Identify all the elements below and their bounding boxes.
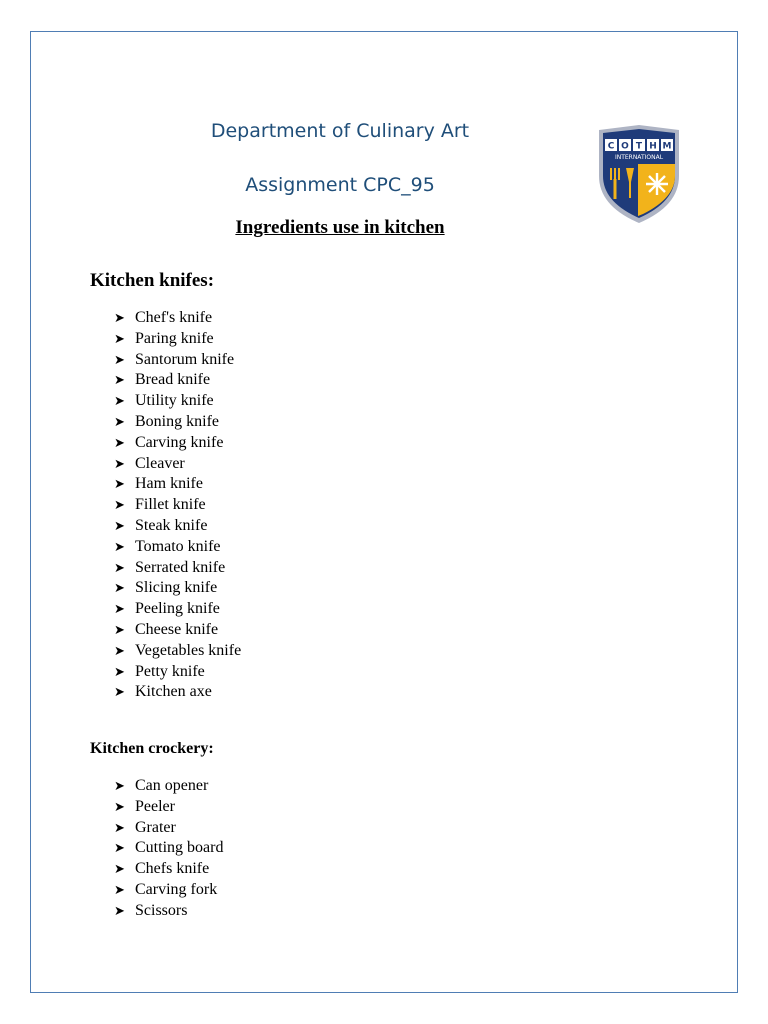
list-item: ➤ Cleaver	[114, 454, 241, 475]
list-item: ➤ Carving fork	[114, 880, 223, 901]
list-item: ➤ Cheese knife	[114, 620, 241, 641]
list-item: ➤ Ham knife	[114, 474, 241, 495]
arrowhead-bullet-icon: ➤	[114, 351, 125, 367]
list-item: ➤ Peeler	[114, 797, 223, 818]
list-item: ➤ Carving knife	[114, 433, 241, 454]
list-item: ➤ Santorum knife	[114, 350, 241, 371]
list-item: ➤ Steak knife	[114, 516, 241, 537]
arrowhead-bullet-icon: ➤	[114, 497, 125, 513]
list-item: ➤ Vegetables knife	[114, 641, 241, 662]
list-item: ➤ Kitchen axe	[114, 682, 241, 703]
arrowhead-bullet-icon: ➤	[114, 517, 125, 533]
list-item: ➤ Paring knife	[114, 329, 241, 350]
arrowhead-bullet-icon: ➤	[114, 840, 125, 856]
list-item: ➤ Petty knife	[114, 662, 241, 683]
arrowhead-bullet-icon: ➤	[114, 861, 125, 877]
arrowhead-bullet-icon: ➤	[114, 663, 125, 679]
kitchen-knifes-list	[114, 308, 241, 703]
arrowhead-bullet-icon: ➤	[114, 778, 125, 793]
list-item: ➤ Fillet knife	[114, 495, 241, 516]
arrowhead-bullet-icon: ➤	[114, 902, 125, 918]
list-item: ➤ Grater	[114, 818, 223, 839]
section-title-kitchen-knifes: Kitchen knifes:	[90, 270, 215, 291]
list-item: ➤ Chefs knife	[114, 859, 223, 880]
document-subtitle: Ingredients use in kitchen	[235, 217, 445, 238]
list-item: ➤ Cutting board	[114, 838, 223, 859]
assignment-title: Assignment CPC_95	[245, 174, 435, 196]
logo-letter: O	[621, 141, 629, 152]
arrowhead-bullet-icon: ➤	[114, 372, 125, 388]
list-item: ➤ Scissors	[114, 901, 223, 922]
arrowhead-bullet-icon: ➤	[114, 798, 125, 814]
arrowhead-bullet-icon: ➤	[114, 621, 125, 637]
section-title-kitchen-crockery: Kitchen crockery:	[90, 740, 214, 757]
cothm-logo	[596, 124, 682, 224]
arrowhead-bullet-icon: ➤	[114, 476, 125, 492]
department-title: Department of Culinary Art	[210, 120, 470, 142]
arrowhead-bullet-icon: ➤	[114, 434, 125, 450]
logo-letter: H	[649, 141, 657, 152]
kitchen-crockery-list	[114, 776, 223, 922]
list-item: ➤ Tomato knife	[114, 537, 241, 558]
arrowhead-bullet-icon: ➤	[114, 455, 125, 471]
logo-letter: M	[662, 141, 672, 152]
list-item: ➤ Can opener	[114, 776, 223, 797]
arrowhead-bullet-icon: ➤	[114, 684, 125, 700]
arrowhead-bullet-icon: ➤	[114, 601, 125, 617]
logo-letter-boxes	[605, 139, 673, 152]
arrowhead-bullet-icon: ➤	[114, 538, 125, 554]
list-item: ➤ Chef's knife	[114, 308, 241, 329]
list-item: ➤ Utility knife	[114, 391, 241, 412]
list-item: ➤ Peeling knife	[114, 599, 241, 620]
arrowhead-bullet-icon: ➤	[114, 393, 125, 409]
list-item: ➤ Serrated knife	[114, 558, 241, 579]
arrowhead-bullet-icon: ➤	[114, 642, 125, 658]
star-icon	[646, 173, 668, 195]
list-item: ➤ Boning knife	[114, 412, 241, 433]
arrowhead-bullet-icon: ➤	[114, 819, 125, 835]
logo-letter: T	[635, 141, 643, 152]
logo-text: INTERNATIONAL	[614, 154, 664, 161]
list-item: ➤ Bread knife	[114, 370, 241, 391]
arrowhead-bullet-icon: ➤	[114, 559, 125, 575]
arrowhead-bullet-icon: ➤	[114, 580, 125, 596]
list-item: ➤ Slicing knife	[114, 578, 241, 599]
arrowhead-bullet-icon: ➤	[114, 330, 125, 346]
logo-letter: C	[607, 141, 615, 152]
arrowhead-bullet-icon: ➤	[114, 310, 125, 325]
arrowhead-bullet-icon: ➤	[114, 881, 125, 897]
arrowhead-bullet-icon: ➤	[114, 413, 125, 429]
